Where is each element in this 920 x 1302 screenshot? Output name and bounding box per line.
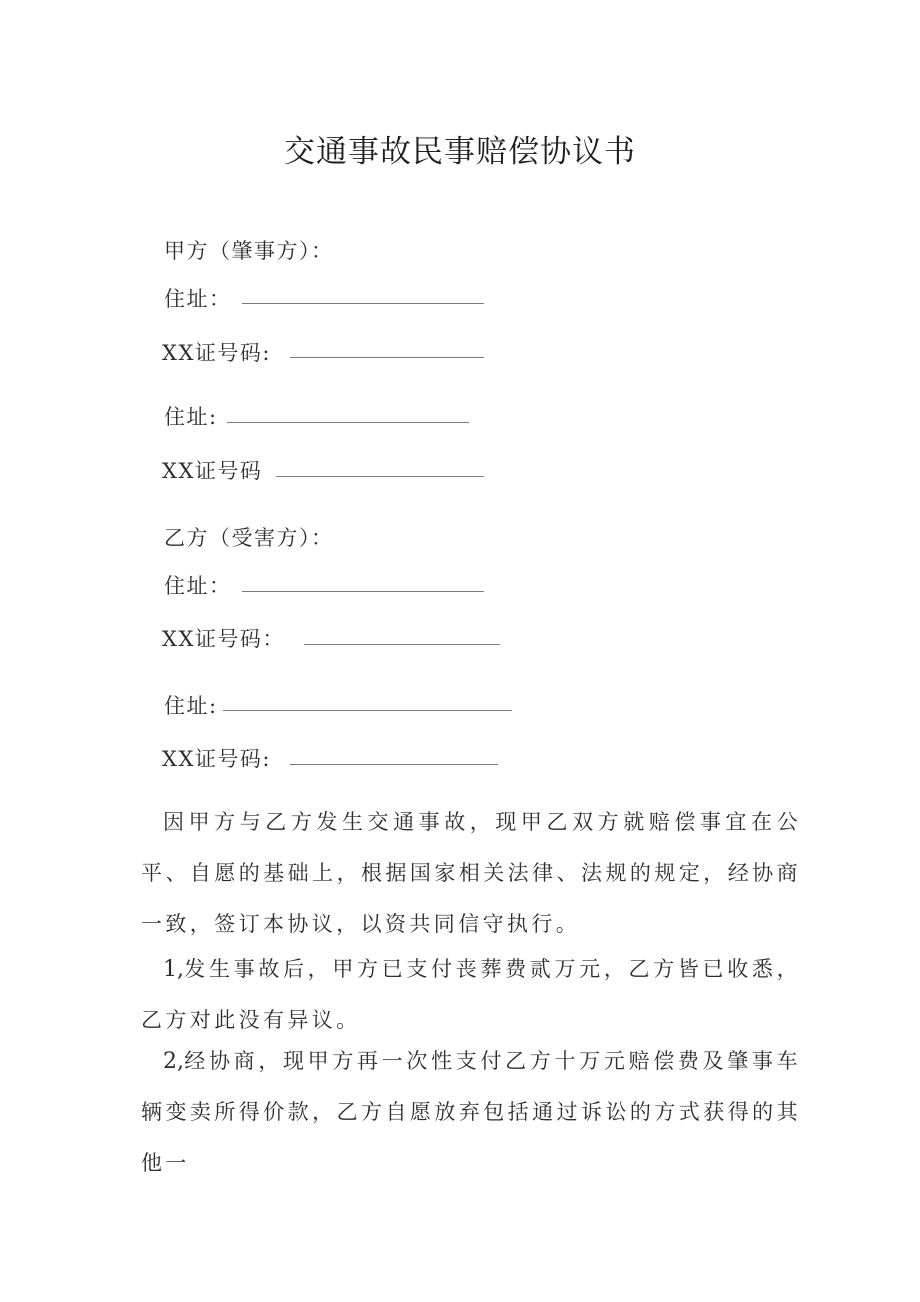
party-b-id-blank-2[interactable] [290,764,498,765]
document-title: 交通事故民事赔偿协议书 [284,134,636,170]
intro-paragraph: 因甲方与乙方发生交通事故，现甲乙双方就赔偿事宜在公平、自愿的基础上，根据国家相关法律、法规的规定，经协商一致，签订本协议，以资共同信守执行。 [141,810,801,936]
party-a-address-blank-2[interactable] [227,422,469,423]
party-a-id-label: XX证号码: [162,341,271,365]
party-a-address-label-2: 住址: [164,405,218,429]
party-b-id-label-2: XX证号码: [162,747,271,771]
clause-2-text: 经协商，现甲方再一次性支付乙方十万元赔偿费及肇事车辆变卖所得价款，乙方自愿放弃包括通过诉讼的方式获得的其他一 [141,1049,801,1175]
party-b-heading: 乙方（受害方）： [164,526,334,550]
party-a-id-blank-2[interactable] [276,476,484,477]
clause-1-number: 1, [163,957,184,982]
clause-2 [141,1036,801,1189]
party-b-address-blank-2[interactable] [223,710,512,711]
party-b-id-label: XX证号码： [162,627,285,651]
clause-1 [141,944,801,1046]
clause-2-number: 2, [163,1049,184,1074]
party-b-address-blank[interactable] [242,591,484,592]
party-a-id-blank[interactable] [290,357,484,358]
party-a-id-label-2: XX证号码 [162,459,263,483]
party-a-address-label: 住址： [164,287,232,311]
party-a-heading: 甲方（肇事方）： [164,239,334,263]
party-a-address-blank[interactable] [242,303,484,304]
party-b-address-label-2: 住址: [164,694,218,718]
party-b-address-label: 住址： [164,574,232,598]
clause-1-text: 发生事故后，甲方已支付丧葬费贰万元，乙方皆已收悉，乙方对此没有异议。 [141,957,801,1032]
party-b-id-blank[interactable] [304,644,500,645]
